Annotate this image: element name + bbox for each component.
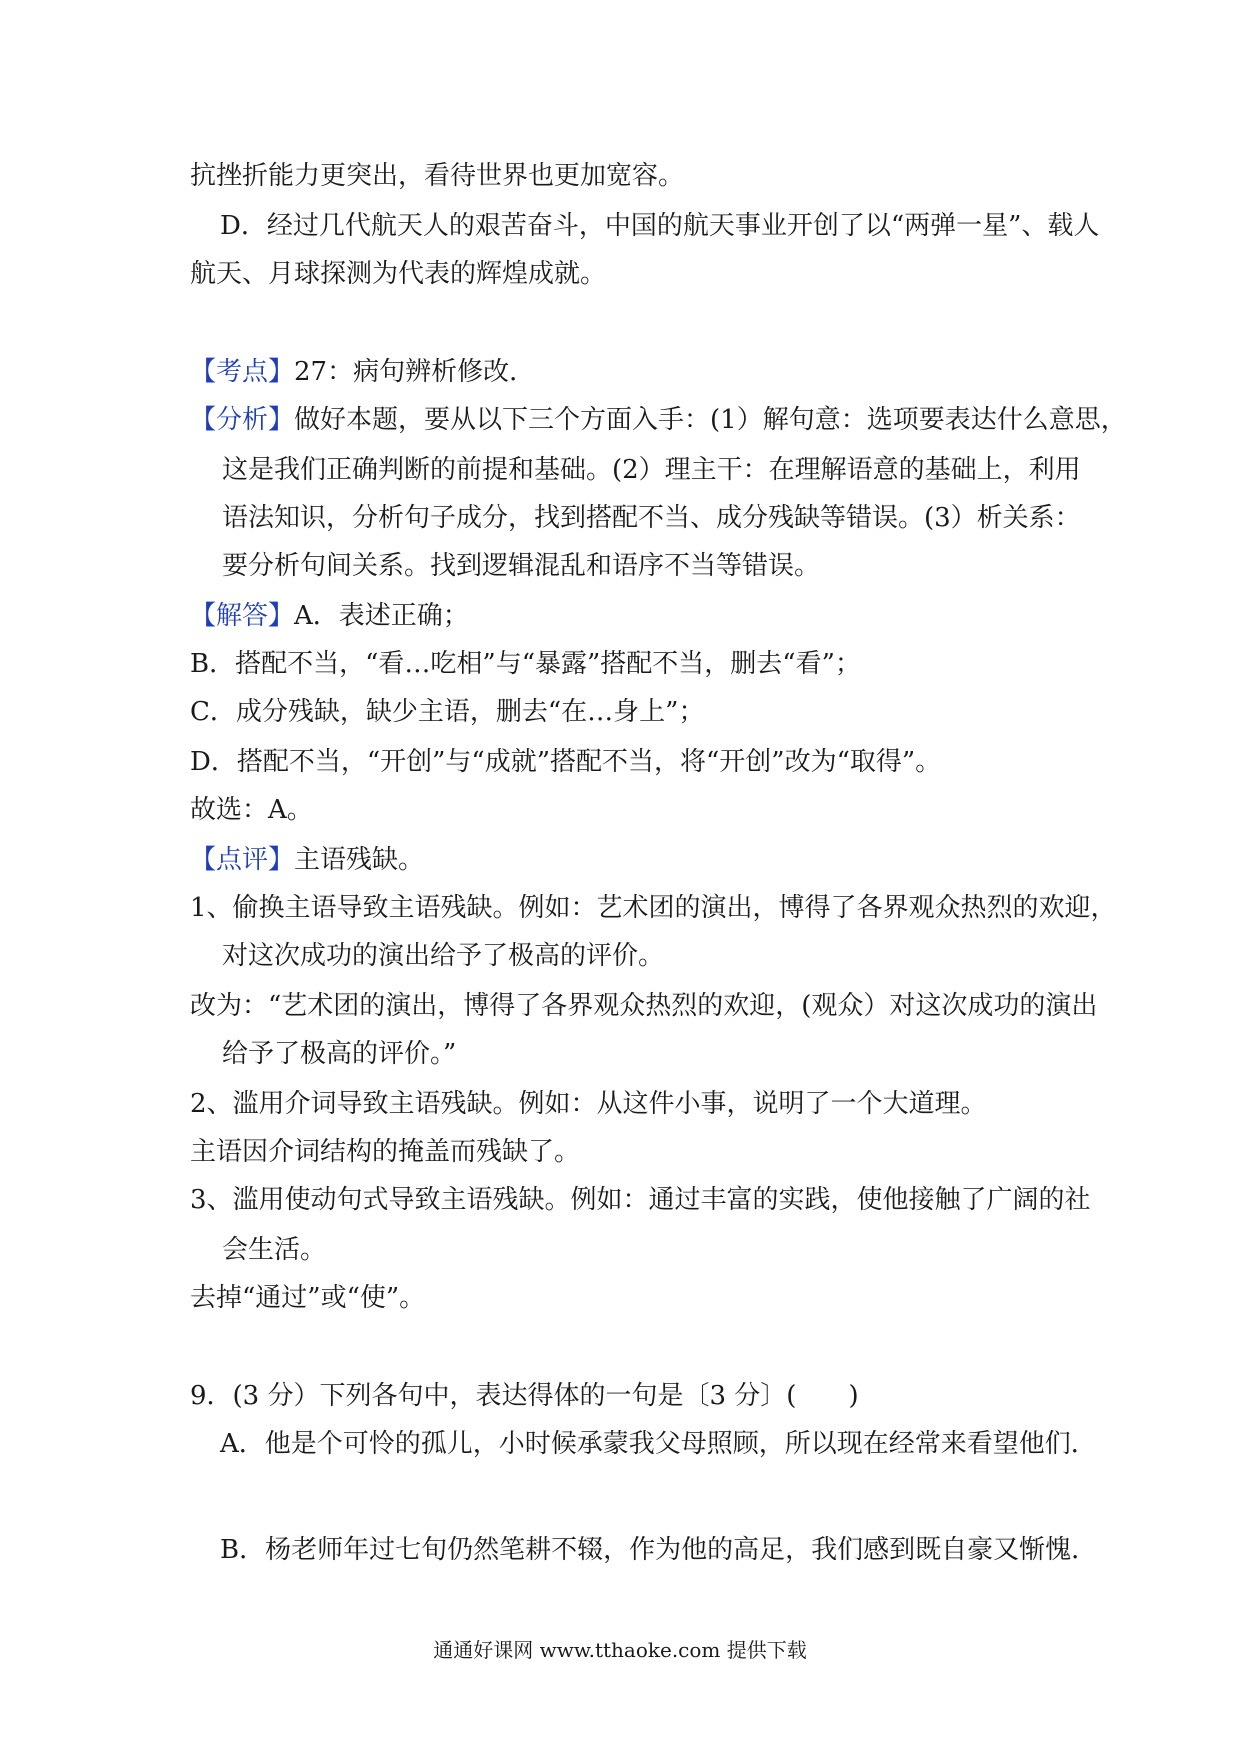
question9-option-a: A．他是个可怜的孤儿，小时候承蒙我父母照顾，所以现在经常来看望他们． <box>220 1429 1097 1459</box>
dianping-section <box>190 842 424 878</box>
dianping-p3-line3: 去掉“通过”或“使”。 <box>190 1283 426 1313</box>
jieda-d: D．搭配不当，“开创”与“成就”搭配不当，将“开创”改为“取得”。 <box>190 747 942 777</box>
question9-option-b: B．杨老师年过七旬仍然笔耕不辍，作为他的高足，我们感到既自豪又惭愧． <box>220 1535 1098 1565</box>
dianping-p1-fix-line1: 改为：“艺术团的演出，博得了各界观众热烈的欢迎，(观众）对这次成功的演出 <box>190 991 1098 1021</box>
dianping-p3-line1: 3、滥用使动句式导致主语残缺。例如：通过丰富的实践，使他接触了广阔的社 <box>190 1185 1091 1215</box>
jieda-answer: 故选：A。 <box>190 795 313 825</box>
page-footer: 通通好课网 www.tthaoke.com 提供下载 <box>433 1638 807 1662</box>
fenxi-section <box>190 402 1127 438</box>
prev-question-tail: 抗挫折能力更突出，看待世界也更加宽容。 <box>190 161 685 191</box>
dianping-p2-line1: 2、滥用介词导致主语残缺。例如：从这件小事，说明了一个大道理。 <box>190 1089 987 1119</box>
dianping-p1-fix-line2: 给予了极高的评价。” <box>222 1039 457 1069</box>
jieda-b: B．搭配不当，“看…吃相”与“暴露”搭配不当，删去“看”； <box>190 649 861 679</box>
kaodian-section <box>190 354 535 390</box>
jieda-tag: 【解答】 <box>190 601 295 631</box>
option-d-line1: D．经过几代航天人的艰苦奋斗，中国的航天事业开创了以“两弹一星”、载人 <box>220 211 1100 241</box>
fenxi-tag: 【分析】 <box>190 405 295 435</box>
fenxi-line2: 这是我们正确判断的前提和基础。(2）理主干：在理解语意的基础上，利用 <box>222 455 1081 485</box>
fenxi-line1: 做好本题，要从以下三个方面入手：(1）解句意：选项要表达什么意思， <box>294 405 1127 435</box>
kaodian-tag: 【考点】 <box>190 357 295 387</box>
dianping-text: 主语残缺。 <box>294 845 425 875</box>
question9-stem: 9．(3 分）下列各句中，表达得体的一句是〔3 分〕( ) <box>190 1381 859 1411</box>
fenxi-line4: 要分析句间关系。找到逻辑混乱和语序不当等错误。 <box>222 551 821 581</box>
dianping-p2-line2: 主语因介词结构的掩盖而残缺了。 <box>190 1137 581 1167</box>
option-d-line2: 航天、月球探测为代表的辉煌成就。 <box>190 259 607 289</box>
dianping-p3-line2: 会生活。 <box>222 1235 327 1265</box>
jieda-c: C．成分残缺，缺少主语，删去“在…身上”； <box>190 697 705 727</box>
jieda-a: A．表述正确； <box>294 601 469 631</box>
fenxi-line3: 语法知识，分析句子成分，找到搭配不当、成分残缺等错误。(3）析关系： <box>222 503 1081 533</box>
jieda-section <box>190 598 469 634</box>
kaodian-text: 27：病句辨析修改． <box>294 357 536 387</box>
dianping-tag: 【点评】 <box>190 845 295 875</box>
dianping-p1-line2: 对这次成功的演出给予了极高的评价。 <box>222 941 665 971</box>
dianping-p1-line1: 1、偷换主语导致主语残缺。例如：艺术团的演出，博得了各界观众热烈的欢迎， <box>190 893 1117 923</box>
